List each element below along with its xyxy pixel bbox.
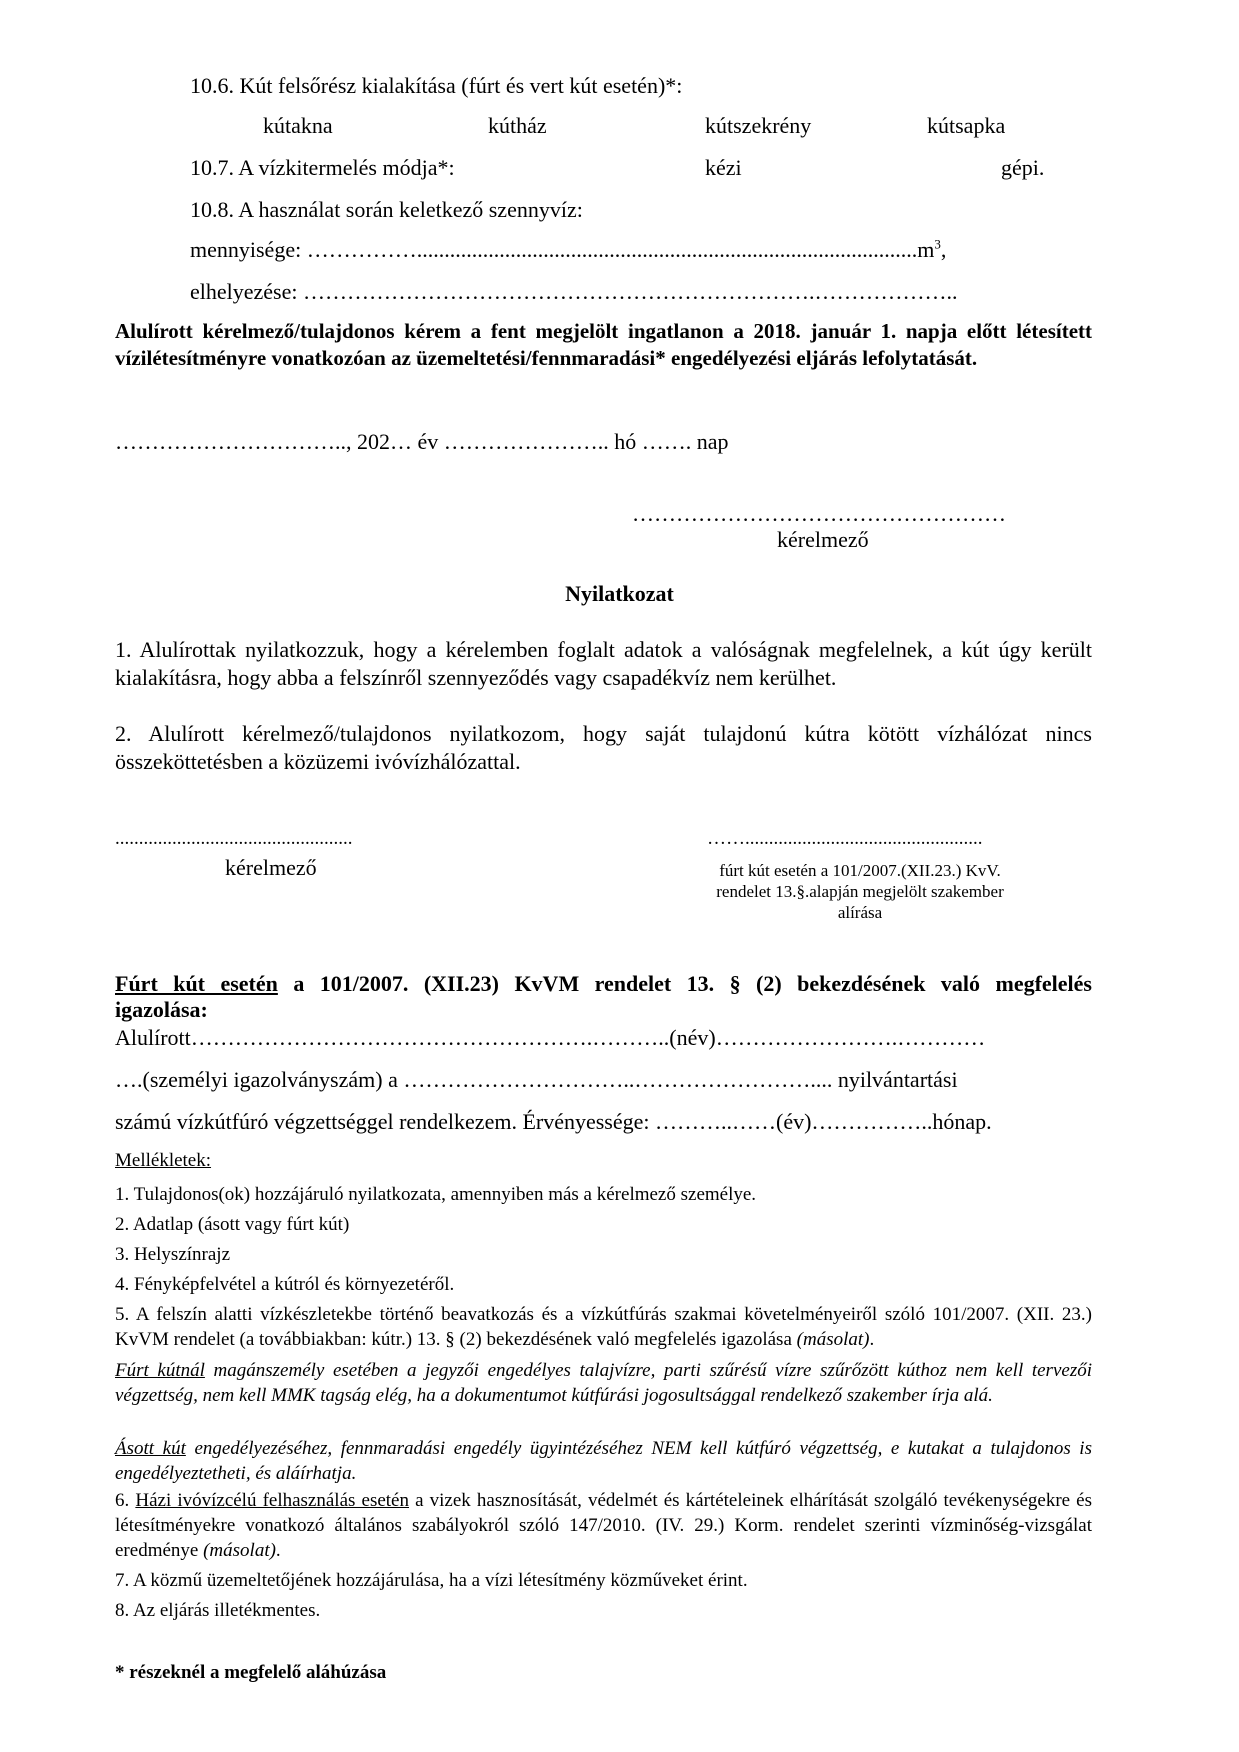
section-10-6-label: 10.6. Kút felsőrész kialakítása (fúrt és vert kút esetén)*: bbox=[190, 73, 683, 98]
option-kezi: kézi bbox=[705, 155, 742, 180]
option-kuthaz: kútház bbox=[488, 113, 547, 138]
attachment-item-6-end: . bbox=[275, 1540, 281, 1561]
date-line: ………………………….., 202… év ………………….. hó ……. nap bbox=[115, 429, 729, 454]
drilled-heading-rest: a 101/2007. (XII.23) KvVM rendelet 13. § (2) bekezdésének való megfelelés bbox=[277, 971, 1092, 996]
drilled-validity-line: számú vízkútfúró végzettséggel rendelkezem. Érvényessége: ………..……(év)……………..hónap. bbox=[115, 1109, 992, 1134]
signature-right-caption-line-1: fúrt kút esetén a 101/2007.(XII.23.) KvV. bbox=[719, 861, 1001, 880]
note-dug-well bbox=[115, 1436, 1092, 1486]
attachment-item-8: 8. Az eljárás illetékmentes. bbox=[115, 1600, 321, 1621]
attachment-item-6-italic: (másolat) bbox=[203, 1540, 276, 1561]
footnote: * részeknél a megfelelő aláhúzása bbox=[115, 1662, 387, 1683]
attachment-item-1: 1. Tulajdonos(ok) hozzájáruló nyilatkozata, amennyiben más a kérelmező személye. bbox=[115, 1184, 757, 1205]
attachments-heading: Mellékletek: bbox=[115, 1150, 212, 1171]
note-drilled-well bbox=[115, 1358, 1092, 1408]
attachment-item-7: 7. A közmű üzemeltetőjének hozzájárulása, ha a vízi létesítmény közműveket érint. bbox=[115, 1570, 748, 1591]
wastewater-disposal-line: elhelyezése: …………………………………………………………….……………….. bbox=[190, 279, 958, 304]
attachment-item-5-end: . bbox=[869, 1329, 875, 1350]
drilled-name-line: Alulírott……………………………………………….………..(név)…………………….………… bbox=[115, 1025, 986, 1050]
cubic-superscript: 3 bbox=[934, 236, 941, 252]
wastewater-amount-end: , bbox=[940, 237, 947, 262]
attachment-item-6-underlined: Házi ivóvízcélú felhasználás esetén bbox=[135, 1490, 409, 1511]
signature-left-dots: .................................................. bbox=[115, 828, 353, 849]
signature-dots: …………………………………………… bbox=[632, 501, 1006, 526]
declaration-item-2: 2. Alulírott kérelmező/tulajdonos nyilatkozom, hogy saját tulajdonú kútra kötött vízhálózat nincs összeköttetésben a közüzemi ivóvízhálózattal. bbox=[115, 721, 1092, 774]
request-paragraph: Alulírott kérelmező/tulajdonos kérem a fent megjelölt ingatlanon a 2018. január 1. napja előtt létesített vízilétesítményre vonatkozóan az üzemeltetési/fennmaradási* engedélyezési eljárás lefolytatását. bbox=[115, 319, 1092, 370]
attachment-item-3: 3. Helyszínrajz bbox=[115, 1244, 231, 1265]
option-kutszekreny: kútszekrény bbox=[705, 113, 812, 138]
note-drilled-well-underlined: Fúrt kútnál bbox=[115, 1360, 205, 1381]
option-kutakna: kútakna bbox=[263, 113, 333, 138]
option-kutsapka: kútsapka bbox=[927, 113, 1006, 138]
drilled-id-line: ….(személyi igazolványszám) a …………………………..…………………….... nyilvántartási bbox=[115, 1067, 958, 1092]
wastewater-amount-line bbox=[190, 236, 1060, 264]
section-10-8-label: 10.8. A használat során keletkező szennyvíz: bbox=[190, 197, 583, 222]
attachment-item-2: 2. Adatlap (ásott vagy fúrt kút) bbox=[115, 1214, 350, 1235]
note-dug-well-text: engedélyezéséhez, fennmaradási engedély ügyintézéséhez NEM kell kútfúró végzettség, e kutakat a tulajdonos is engedélyeztetheti, és aláírhatja. bbox=[115, 1438, 1092, 1484]
drilled-heading bbox=[115, 970, 1092, 998]
signature-right-dots: …….................................................. bbox=[707, 828, 983, 849]
signature-left-caption: kérelmező bbox=[225, 855, 317, 880]
attachment-item-4: 4. Fényképfelvétel a kútról és környezetéről. bbox=[115, 1274, 455, 1295]
attachment-item-6-text: a vizek hasznosítását, védelmét és kártételeinek elhárítását szolgáló tevékenységekre és létesítményekre vonatkozó általános szabályokról szóló 147/2010. (IV. 29.) Korm. rendelet szerinti vízminőség-vizsgálat eredménye bbox=[115, 1490, 1093, 1561]
attachment-item-5-italic: (másolat) bbox=[796, 1329, 870, 1350]
note-drilled-well-text: magánszemély esetében a jegyzői engedélyes talajvízre, parti szűrésű vízre szűrőzött kúthoz nem kell tervezői végzettség, nem kell MMK tagság elég, ha a dokumentumot kútfúrási jogosultsággal rendelkező szakember írja alá. bbox=[115, 1360, 1092, 1406]
signature-right-caption-line-2: rendelet 13.§.alapján megjelölt szakember bbox=[716, 882, 1004, 901]
section-10-7-label: 10.7. A vízkitermelés módja*: bbox=[190, 155, 455, 180]
attachment-item-5 bbox=[115, 1302, 1092, 1352]
signature-right-caption-line-3: alírása bbox=[837, 903, 883, 922]
drilled-heading-underlined: Fúrt kút esetén bbox=[115, 971, 278, 996]
signature-caption: kérelmező bbox=[777, 527, 869, 552]
option-gepi: gépi. bbox=[1001, 155, 1045, 180]
drilled-heading-line-2: igazolása: bbox=[115, 997, 208, 1022]
declaration-title: Nyilatkozat bbox=[565, 581, 674, 606]
attachment-item-5-text: 5. A felszín alatti vízkészletekbe történő beavatkozás és a vízkútfúrás szakmai követelményeiről szóló 101/2007. (XII. 23.) KvVM rendelet (a továbbiakban: kútr.) 13. § (2) bekezdésének való megfelelés igazolása bbox=[115, 1304, 1092, 1350]
wastewater-amount-text: mennyisége: ……………...........................................................................................m bbox=[190, 237, 935, 262]
note-dug-well-underlined: Ásott kút bbox=[115, 1438, 186, 1459]
declaration-item-1: 1. Alulírottak nyilatkozzuk, hogy a kérelemben foglalt adatok a valóságnak megfelelnek, a kút úgy került kialakításra, hogy abba a felszínről szennyeződés vagy csapadékvíz nem kerülhet. bbox=[115, 637, 1092, 690]
signature-right-caption bbox=[690, 860, 1030, 923]
attachment-item-6-prefix: 6. bbox=[115, 1490, 136, 1511]
attachment-item-6 bbox=[115, 1488, 1092, 1563]
